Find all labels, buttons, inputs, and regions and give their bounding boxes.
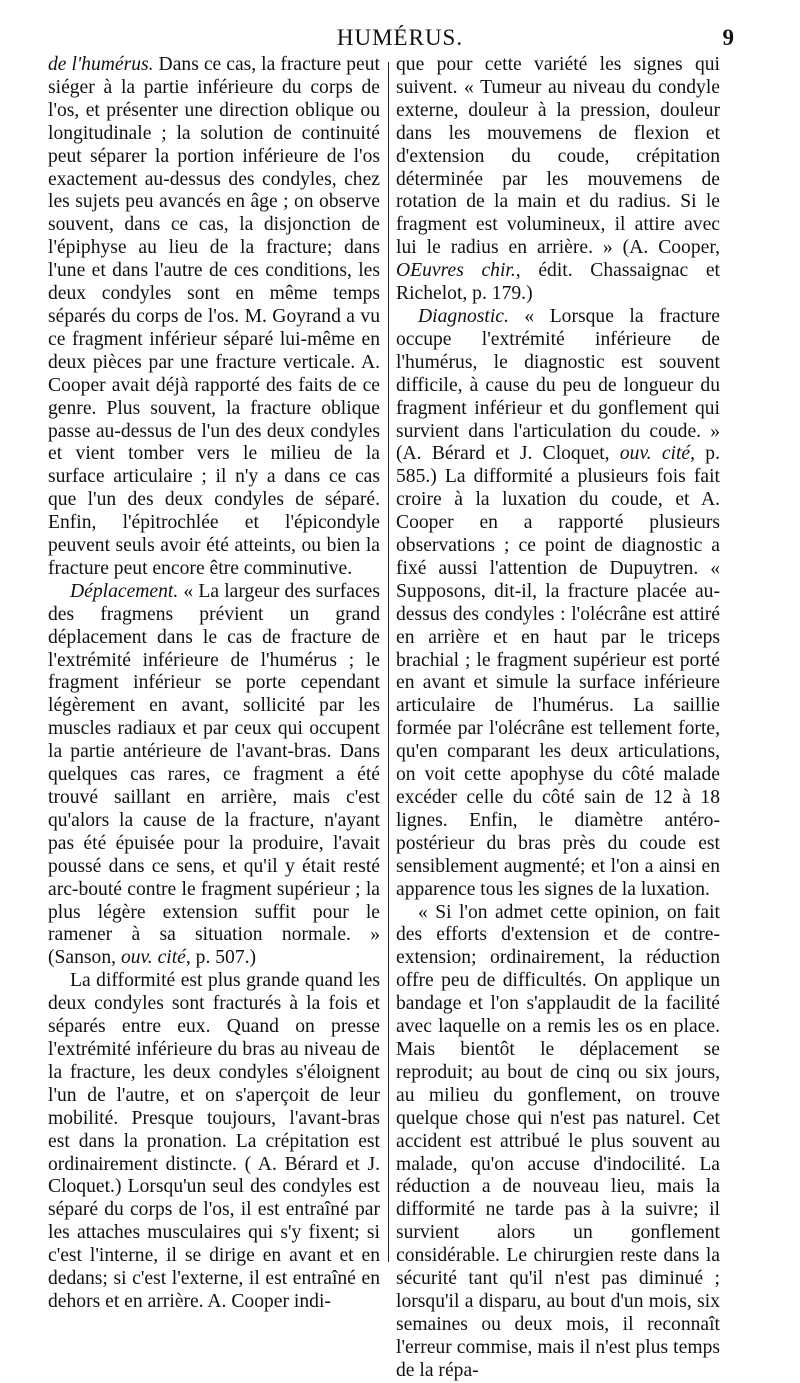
- paragraph-text: , édit. Chassaignac et Richelot, p. 179.): [396, 260, 720, 305]
- paragraph-text: « Si l'on admet cette opinion, on fait des efforts d'extension et de contre-extension; ordinairement, la réduction offre peu de difficultés. On applique un bandage et l'on s'applaudit de la facilité avec laquelle on a remis les os en place. Mais bientôt le déplacement se reproduit; au bout de cinq ou six jours, au milieu du gonflement, on trouve quelque chose qui n'est pas naturel. Cet accident est attribué le plus souvent au malade, qu'on accuse d'indocilité. La réduction a de nouveau lieu, mais la difformité ne tarde pas à la suivre; il survient alors un gonflement considérable. Le chirurgien reste dans la sécurité tant qu'il n'est pas diminué ; lorsqu'il a disparu, au bout d'un mois, six semaines ou deux mois, il reconnaît l'erreur commise, mais il n'est plus temps de la répa-: [396, 901, 720, 1381]
- paragraph-difformite: [48, 970, 380, 1314]
- paragraph-text: que pour cette variété les signes qui suivent. « Tumeur au niveau du condyle externe, douleur à la pression, douleur dans les mouvemens de flexion et d'extension du coude, crépitation déterminée par les mouvemens de rotation de la main et du radius. Si le fragment est volumineux, il attire avec lui le radius en arrière. » (A. Cooper,: [396, 54, 720, 259]
- paragraph-text: La difformité est plus grande quand les deux condyles sont fracturés à la fois et séparés entre eux. Quand on presse l'extrémité inférieure du bras au niveau de la fracture, les deux condyles s'éloignent l'un de l'autre, et on s'aperçoit de leur mobilité. Presque toujours, l'avant-bras est dans la pronation. La crépitation est ordinairement distincte. ( A. Bérard et J. Cloquet.) Lorsqu'un seul des condyles est séparé du corps de l'os, il est entraîné par les attaches musculaires qui s'y fixent; si c'est l'interne, il se dirige en avant et en dedans; si c'est l'externe, il est entraîné en dehors et en arrière. A. Cooper indi-: [48, 970, 380, 1312]
- paragraph-text: , p. 585.) La difformité a plusieurs fois fait croire à la luxation du coude, et A. Cooper en a rapporté plusieurs observations ; ce point de diagnostic a fixé aussi l'attention de Dupuytren. « Supposons, dit-il, la fracture placée au-dessus des condyles : l'olécrâne est attiré en arrière et en haut par le triceps brachial ; le fragment supérieur est porté en avant et simule la surface inférieure articulaire de l'humérus. La saillie formée par l'olécrâne est tellement forte, qu'en comparant les deux articulations, on voit cette apophyse du côté malade excéder celle du côté sain de 12 à 18 lignes. Enfin, le diamètre antéro-postérieur du bras près du coude est sensiblement augmenté; et l'on a ainsi en apparence tous les signes de la luxation.: [396, 443, 721, 900]
- page-number: 9: [722, 25, 734, 50]
- running-head: [0, 0, 800, 52]
- continued-term: de l'humérus.: [48, 54, 154, 75]
- section-term-deplacement: Déplacement.: [70, 580, 179, 602]
- paragraph-text: « Lorsque la fracture occupe l'extrémité inférieure de l'humérus, le diagnostic est souvent difficile, à cause du peu de longueur du fragment inférieur et du gonflement qui survient dans l'articulation du coude. » (A. Bérard et J. Cloquet,: [396, 305, 720, 465]
- paragraph-signes-condyle: [396, 54, 720, 306]
- running-title: HUMÉRUS.: [336, 25, 464, 50]
- citation-ref: ouv. cité: [120, 947, 186, 969]
- section-term-diagnostic: Diagnostic.: [418, 305, 509, 327]
- paragraph-reduction: [396, 902, 720, 1383]
- paragraph-text: « La largeur des surfaces des fragmens prévient un grand déplacement dans le cas de fracture de l'extrémité inférieure de l'humérus ; le fragment inférieur se porte cependant légèrement en avant, sollicité par les muscles radiaux et par ceux qui occupent la partie antérieure de l'avant-bras. Dans quelques cas rares, ce fragment a été trouvé saillant en arrière, mais c'est qu'alors la cause de la fracture, n'ayant pas été épuisée pour la produire, l'avait poussé dans ce sens, et qu'il y était resté arc-bouté contre le fragment supérieur ; la plus légère extension suffit pour le ramener à sa situation normale. » (Sanson,: [48, 580, 380, 969]
- citation-ref: OEuvres chir.: [396, 260, 516, 282]
- paragraph-text: , p. 507.): [185, 947, 257, 969]
- left-column: [48, 54, 380, 1312]
- paragraph-diagnostic: [396, 306, 720, 902]
- paragraph-fracture-sites: [48, 54, 380, 581]
- citation-ref: ouv. cité: [619, 443, 691, 465]
- paragraph-text: Dans ce cas, la fracture peut siéger à la partie inférieure du corps de l'os, et présenter une direction oblique ou longitudinale ; la solution de continuité peut séparer la portion inférieure de l'os exactement au-dessus des condyles, chez les sujets peu avancés en âge ; on observe souvent, dans ce cas, la disjonction de l'épiphyse au lieu de la fracture; dans l'une et dans l'autre de ces conditions, les deux condyles sont en même temps séparés du corps de l'os. M. Goyrand a vu ce fragment inférieur séparé lui-même en deux pièces par une fracture verticale. A. Cooper avait déjà rapporté des faits de ce genre. Plus souvent, la fracture oblique passe au-dessus de l'un des deux condyles et vient tomber vers le milieu de la surface articulaire ; il n'y a dans ce cas que l'un des deux condyles de séparé. Enfin, l'épitrochlée et l'épicondyle peuvent seuls avoir été atteints, ou bien la fracture peut encore être comminutive.: [48, 54, 380, 579]
- paragraph-deplacement: [48, 581, 380, 970]
- right-column: [396, 54, 721, 1381]
- column-divider: [388, 62, 389, 1262]
